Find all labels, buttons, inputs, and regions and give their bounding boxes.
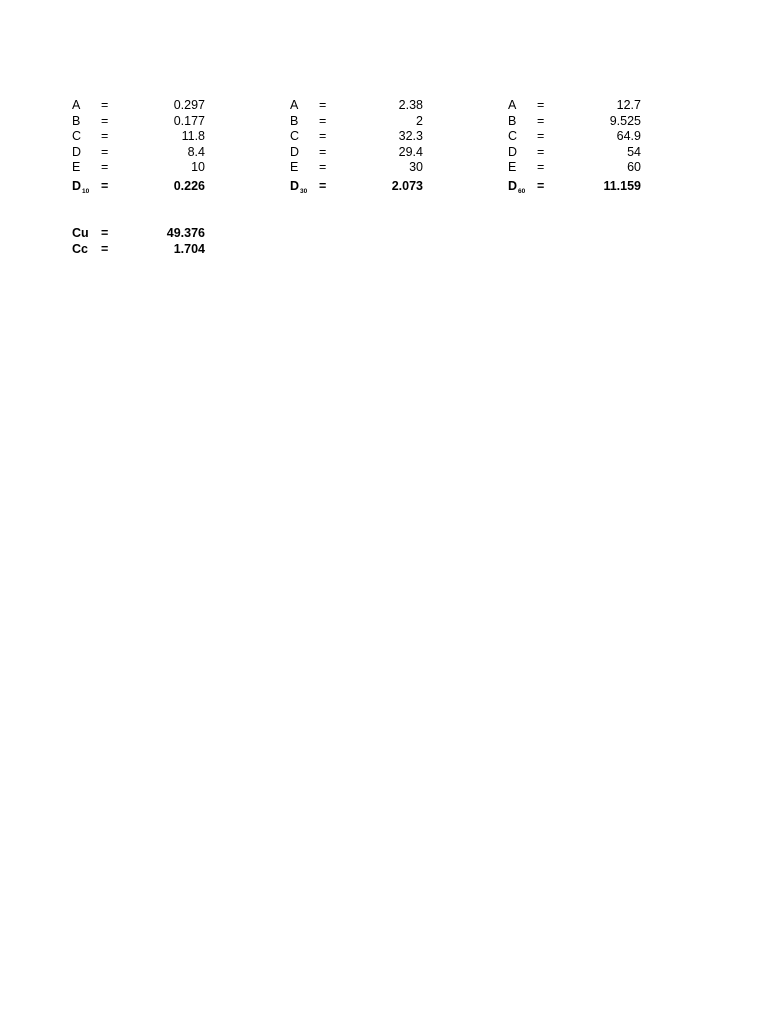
coefficient-row-cc xyxy=(72,241,212,257)
result-label-letter: D xyxy=(72,178,82,193)
variable-value: 2 xyxy=(416,113,423,128)
result-row-d30 xyxy=(290,177,430,195)
variable-label: B xyxy=(290,113,299,128)
variable-value: 54 xyxy=(627,144,641,159)
variable-value: 29.4 xyxy=(398,144,423,159)
result-label xyxy=(72,177,89,198)
equals-sign: = xyxy=(101,160,109,175)
result-label xyxy=(290,177,307,198)
equals-sign: = xyxy=(101,113,109,128)
equals-sign: = xyxy=(319,178,327,193)
variable-label: D xyxy=(508,144,518,159)
equals-sign: = xyxy=(319,144,327,159)
result-value: 2.073 xyxy=(391,178,423,193)
variable-label: D xyxy=(290,144,300,159)
variable-value: 32.3 xyxy=(398,129,423,144)
result-subscript: 60 xyxy=(518,187,526,195)
equals-sign: = xyxy=(101,98,109,112)
variable-value: 60 xyxy=(627,160,641,175)
result-value: 0.226 xyxy=(173,178,205,193)
equals-sign: = xyxy=(319,98,327,112)
row-c xyxy=(290,129,430,145)
variable-label: E xyxy=(72,160,81,175)
variable-value: 8.4 xyxy=(187,144,205,159)
coefficient-label: Cu xyxy=(72,226,89,240)
row-d xyxy=(72,145,212,161)
equals-sign: = xyxy=(319,113,327,128)
variable-label: B xyxy=(72,113,81,128)
equals-sign: = xyxy=(319,160,327,175)
row-d xyxy=(508,145,648,161)
row-a xyxy=(290,98,430,114)
row-c xyxy=(72,129,212,145)
row-b xyxy=(72,114,212,130)
equals-sign: = xyxy=(537,160,545,175)
equals-sign: = xyxy=(101,178,109,193)
d10-calculation-block xyxy=(72,98,212,195)
equals-sign: = xyxy=(101,129,109,144)
variable-label: A xyxy=(290,98,299,112)
coefficients-block xyxy=(72,225,212,257)
variable-value: 11.8 xyxy=(181,129,205,144)
variable-value: 0.177 xyxy=(173,113,205,128)
variable-label: A xyxy=(508,98,517,112)
variable-label: C xyxy=(508,129,518,144)
d60-calculation-block xyxy=(508,98,648,195)
result-subscript: 10 xyxy=(82,187,90,195)
equals-sign: = xyxy=(101,144,109,159)
equals-sign: = xyxy=(319,129,327,144)
result-subscript: 30 xyxy=(300,187,308,195)
variable-value: 9.525 xyxy=(609,113,641,128)
variable-value: 10 xyxy=(191,160,205,175)
equals-sign: = xyxy=(537,144,545,159)
variable-label: C xyxy=(72,129,82,144)
result-value: 11.159 xyxy=(603,178,641,193)
equals-sign: = xyxy=(537,98,545,112)
variable-value: 0.297 xyxy=(173,98,205,112)
coefficient-row-cu xyxy=(72,225,212,241)
result-row-d10 xyxy=(72,177,212,195)
row-c xyxy=(508,129,648,145)
result-label-letter: D xyxy=(508,178,518,193)
variable-value: 64.9 xyxy=(616,129,641,144)
variable-value: 2.38 xyxy=(398,98,423,112)
variable-label: B xyxy=(508,113,517,128)
d30-calculation-block xyxy=(290,98,430,195)
row-b xyxy=(290,114,430,130)
equals-sign: = xyxy=(537,129,545,144)
variable-label: A xyxy=(72,98,81,112)
row-e xyxy=(72,160,212,176)
row-e xyxy=(508,160,648,176)
equals-sign: = xyxy=(537,178,545,193)
result-label xyxy=(508,177,525,198)
variable-label: D xyxy=(72,144,82,159)
equals-sign: = xyxy=(101,226,109,240)
row-b xyxy=(508,114,648,130)
variable-value: 12.7 xyxy=(616,98,641,112)
variable-label: E xyxy=(508,160,517,175)
result-label-letter: D xyxy=(290,178,300,193)
row-e xyxy=(290,160,430,176)
row-d xyxy=(290,145,430,161)
coefficient-label: Cc xyxy=(72,242,88,256)
equals-sign: = xyxy=(101,242,109,256)
variable-label: E xyxy=(290,160,299,175)
row-a xyxy=(508,98,648,114)
variable-value: 30 xyxy=(409,160,423,175)
result-row-d60 xyxy=(508,177,648,195)
row-a xyxy=(72,98,212,114)
equals-sign: = xyxy=(537,113,545,128)
coefficient-value: 49.376 xyxy=(166,226,205,240)
coefficient-value: 1.704 xyxy=(173,242,205,256)
variable-label: C xyxy=(290,129,300,144)
